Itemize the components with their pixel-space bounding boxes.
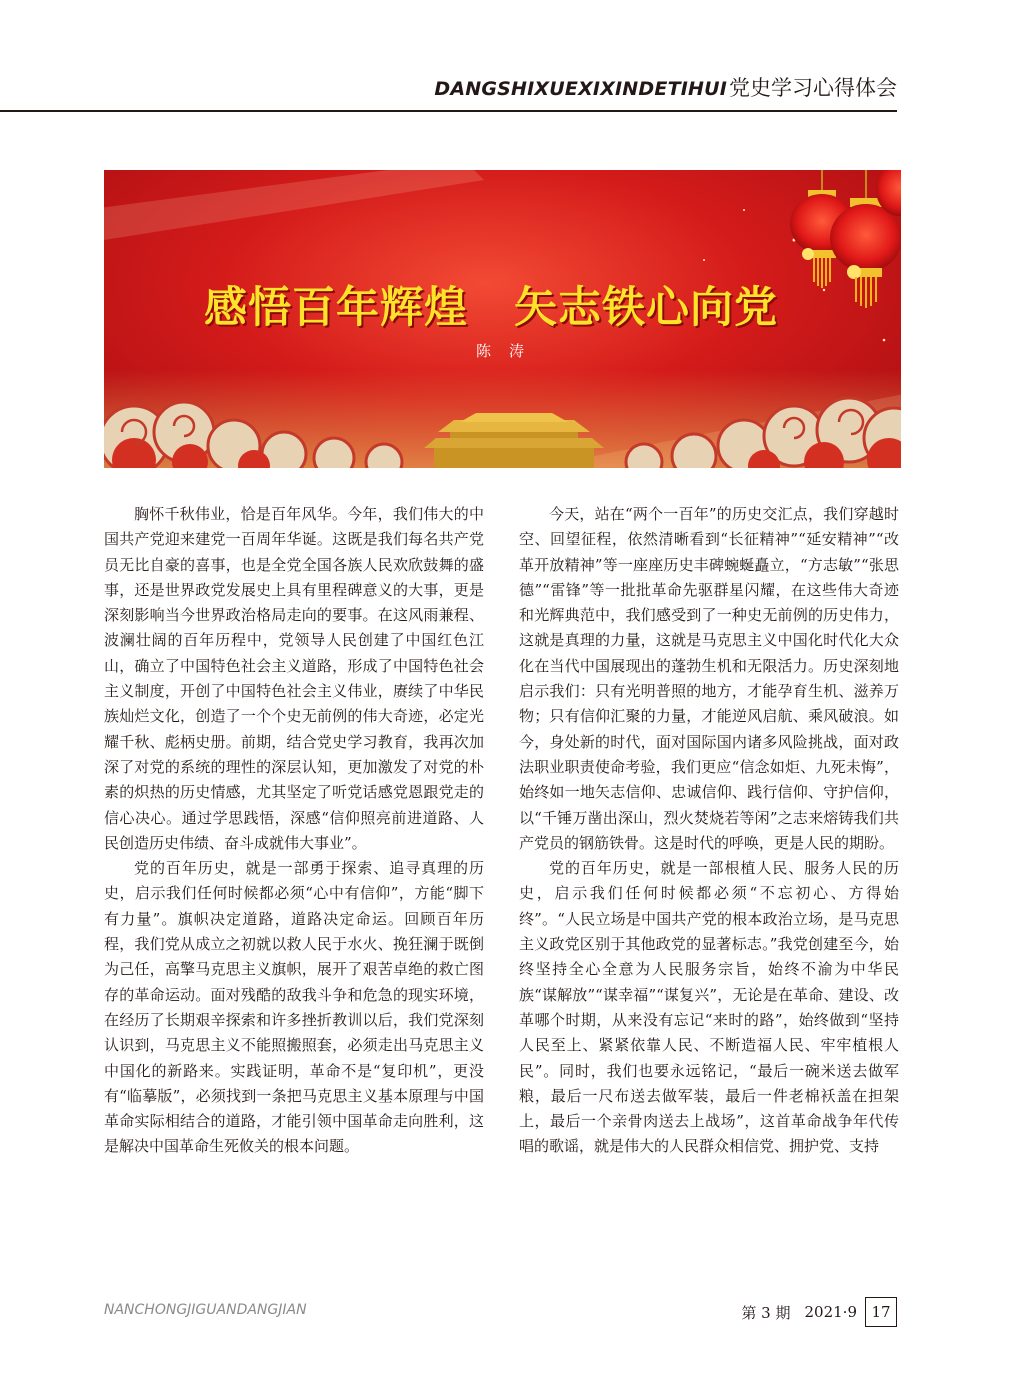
page-header <box>0 72 897 112</box>
article-column-left <box>104 502 484 1160</box>
article-author: 陈涛 <box>476 342 543 360</box>
running-head-latin: DANGSHIXUEXIXINDETIHUI <box>434 78 727 100</box>
paragraph: 党的百年历史，就是一部勇于探索、追寻真理的历史，启示我们任何时候都必须“心中有信仰”，方能“脚下有力量”。旗帜决定道路，道路决定命运。回顾百年历程，我们党从成立之初就以救人民于水火、挽狂澜于既倒为己任，高擎马克思主义旗帜，展开了艰苦卓绝的救亡图存的革命运动。面对残酷的敌我斗争和危急的现实环境，在经历了长期艰辛探索和许多挫折教训以后，我们党深刻认识到，马克思主义不能照搬照套，必须走出马克思主义中国化的新路来。实践证明，革命不是“复印机”，更没有“临摹版”，必须找到一条把马克思主义基本原理与中国革命实际相结合的道路，才能引领中国革命走向胜利，这是解决中国革命生死攸关的根本问题。 <box>104 859 484 1156</box>
running-head-chinese: 党史学习心得体会 <box>729 76 897 100</box>
article-title <box>204 274 778 335</box>
issue-date: 2021·9 <box>804 1303 857 1321</box>
title-part-1: 感悟百年辉煌 <box>204 283 468 333</box>
title-part-2: 矢志铁心向党 <box>514 283 778 333</box>
paragraph: 胸怀千秋伟业，恰是百年风华。今年，我们伟大的中国共产党迎来建党一百周年华诞。这既是我们每名共产党员无比自豪的喜事，也是全党全国各族人民欢欣鼓舞的盛事，还是世界政党发展史上具有里程碑意义的大事，更是深刻影响当今世界政治格局走向的要事。在这风雨兼程、波澜壮阔的百年历程中，党领导人民创建了中国红色江山，确立了中国特色社会主义道路，形成了中国特色社会主义制度，开创了中国特色社会主义伟业，赓续了中华民族灿烂文化，创造了一个个史无前例的伟大奇迹，必定光耀千秋、彪柄史册。前期，结合党史学习教育，我再次加深了对党的系统的理性的深层认知，更加激发了对党的朴素的炽热的历史情感，尤其坚定了听党话感党恩跟党走的信心决心。通过学思践悟，深感“信仰照亮前进道路、人民创造历史伟绩、奋斗成就伟大事业”。 <box>104 505 484 852</box>
title-banner <box>104 170 901 468</box>
page-number: 17 <box>865 1297 897 1327</box>
running-head <box>434 72 897 102</box>
header-rule <box>0 110 897 112</box>
journal-name: NANCHONGJIGUANDANGJIAN <box>104 1302 307 1318</box>
paragraph: 今天，站在“两个一百年”的历史交汇点，我们穿越时空、回望征程，依然清晰看到“长征精神”“延安精神”“改革开放精神”等一座座历史丰碑蜿蜒矗立，“方志敏”“张思德”“雷锋”等一批批革命先驱群星闪耀，在这些伟大奇迹和光辉典范中，我们感受到了一种史无前例的历史伟力，这就是真理的力量，这就是马克思主义中国化时代化大众化在当代中国展现出的蓬勃生机和无限活力。历史深刻地启示我们：只有光明普照的地方，才能孕育生机、滋养万物；只有信仰汇聚的力量，才能逆风启航、乘风破浪。如今，身处新的时代，面对国际国内诸多风险挑战，面对政法职业职责使命考验，我们更应“信念如炬、九死未悔”，始终如一地矢志信仰、忠诚信仰、践行信仰、守护信仰，以“千锤万凿出深山，烈火焚烧若等闲”之志来熔铸我们共产党员的钢筋铁骨。这是时代的呼唤，更是人民的期盼。 <box>519 505 899 852</box>
page-footer <box>741 1297 897 1327</box>
article-column-right <box>519 502 899 1160</box>
issue-number: 第 3 期 <box>741 1303 791 1322</box>
paragraph: 党的百年历史，就是一部根植人民、服务人民的历史，启示我们任何时候都必须“不忘初心、方得始终”。“人民立场是中国共产党的根本政治立场，是马克思主义政党区别于其他政党的显著标志。”我党创建至今，始终坚持全心全意为人民服务宗旨，始终不渝为中华民族“谋解放”“谋幸福”“谋复兴”，无论是在革命、建设、改革哪个时期，从来没有忘记“来时的路”，始终做到“坚持人民至上、紧紧依靠人民、不断造福人民、牢牢植根人民”。同时，我们也要永远铭记，“最后一碗米送去做军粮，最后一尺布送去做军装，最后一件老棉袄盖在担架上，最后一个亲骨肉送去上战场”，这首革命战争年代传唱的歌谣，就是伟大的人民群众相信党、拥护党、支持 <box>519 859 899 1156</box>
